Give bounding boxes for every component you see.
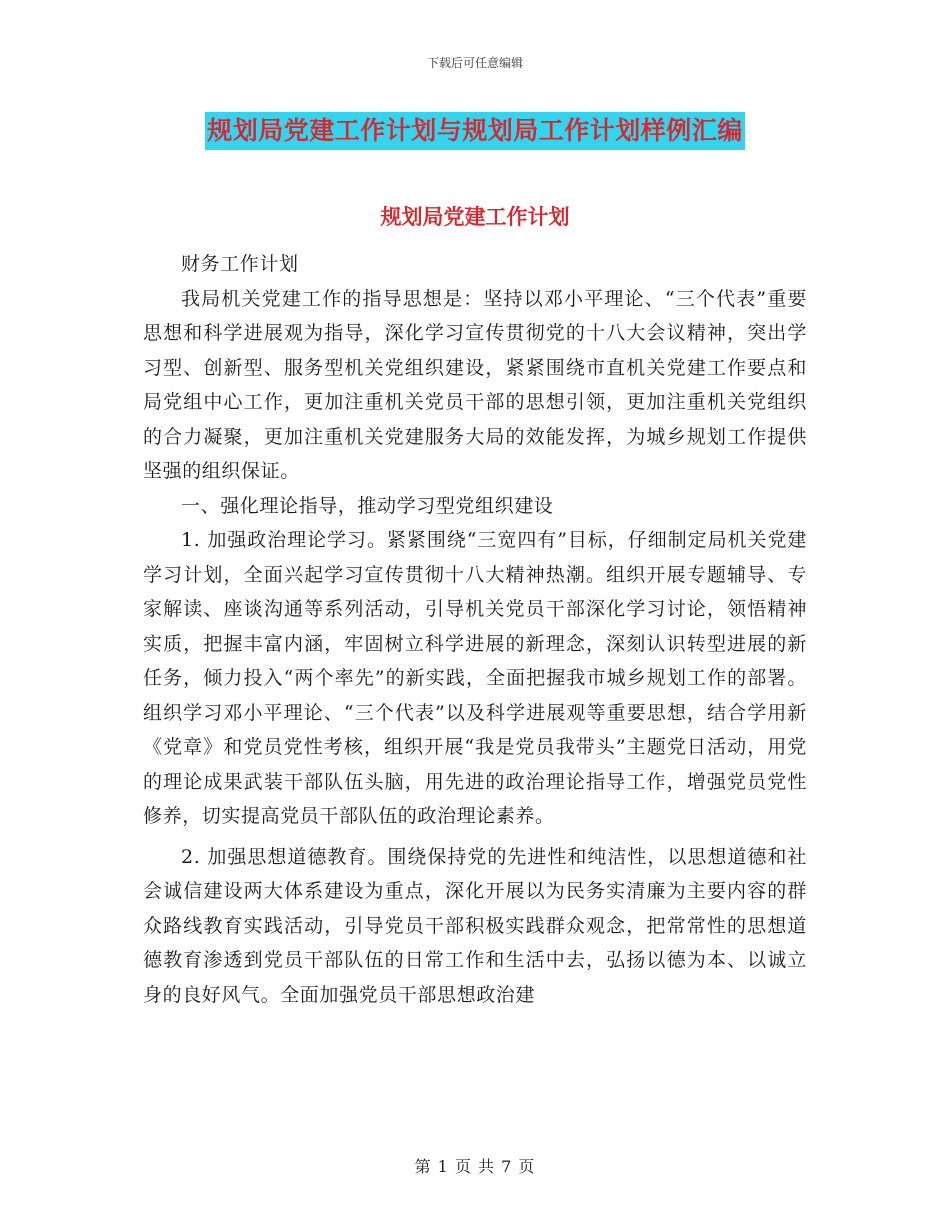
paragraph-heading-1: 一、强化理论指导，推动学习型党组织建设 — [181, 494, 554, 517]
document-title-container — [0, 112, 950, 150]
section-title: 规划局党建工作计划 — [380, 204, 570, 229]
page-footer: 第 1 页 共 7 页 — [414, 1157, 536, 1176]
paragraph-item-1: 1. 加强政治理论学习。紧紧围绕“三宽四有”目标，仔细制定局机关党建学习计划，全面兴起学习宣传贯彻十八大精神热潮。组织开展专题辅导、专家解读、座谈沟通等系列活动，引导机关党员干部深化学习讨论，领悟精神实质，把握丰富内涵，牢固树立科学进展的新理念，深刻认识转型进展的新任务，倾力投入“两个率先”的新实践，全面把握我市城乡规划工作的部署。组织学习邓小平理论、“三个代表”以及科学进展观等重要思想，结合学用新《党章》和党员党性考核，组织开展“我是党员我带头”主题党日活动，用党的理论成果武装干部队伍头脑，用先进的政治理论指导工作，增强党员党性修养，切实提高党员干部队伍的政治理论素养。 — [143, 529, 807, 827]
paragraph-subtitle: 财务工作计划 — [181, 253, 299, 275]
paragraph-item-2: 2. 加强思想道德教育。围绕保持党的先进性和纯洁性，以思想道德和社会诚信建设两大体系建设为重点，深化开展以为民务实清廉为主要内容的群众路线教育实践活动，引导党员干部积极实践群众观念，把常常性的思想道德教育渗透到党员干部队伍的日常工作和生活中去，弘扬以德为本、以诚立身的良好风气。全面加强党员干部思想政治建 — [143, 845, 807, 1006]
paragraph-guiding-ideology: 我局机关党建工作的指导思想是：坚持以邓小平理论、“三个代表”重要思想和科学进展观为指导，深化学习宣传贯彻党的十八大会议精神，突出学习型、创新型、服务型机关党组织建设，紧紧围绕市直机关党建工作要点和局党组中心工作，更加注重机关党员干部的思想引领，更加注重机关党组织的合力凝聚，更加注重机关党建服务大局的效能发挥，为城乡规划工作提供坚强的组织保证。 — [143, 287, 807, 482]
document-title: 规划局党建工作计划与规划局工作计划样例汇编 — [205, 112, 745, 150]
header-note: 下载后可任意编辑 — [426, 56, 523, 70]
document-body — [143, 247, 807, 1012]
